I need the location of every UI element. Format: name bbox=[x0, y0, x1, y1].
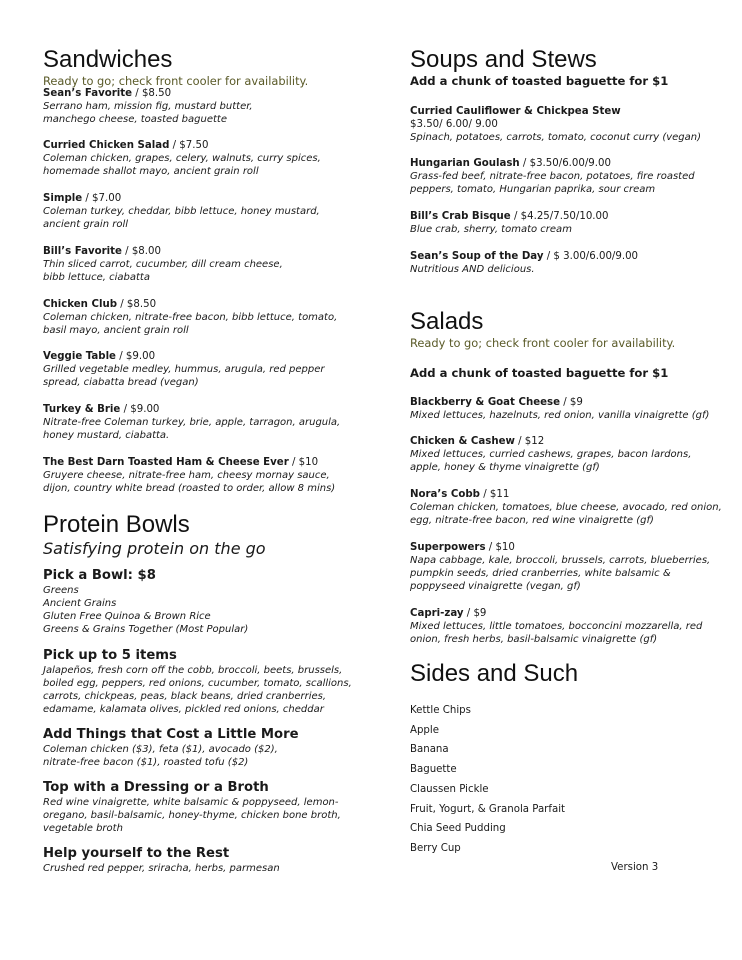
top-with-heading: Top with a Dressing or a Broth bbox=[43, 780, 269, 795]
side-item: Chia Seed Pudding bbox=[410, 823, 506, 834]
sandwich-item bbox=[43, 456, 373, 495]
sandwich-item-header bbox=[43, 87, 373, 100]
salad-item bbox=[410, 541, 730, 593]
sandwich-item-description: ancient grain roll bbox=[43, 219, 128, 230]
salad-item-price: / $9 bbox=[560, 397, 583, 408]
sandwich-item-header bbox=[43, 139, 373, 152]
soup-item-header bbox=[410, 250, 730, 263]
sandwich-item-price: / $7.00 bbox=[82, 193, 122, 204]
soup-item bbox=[410, 157, 730, 196]
pick-items bbox=[43, 648, 373, 716]
sandwich-item-description: dijon, country white bread (roasted to order, allow 8 mins) bbox=[43, 483, 336, 494]
top-with-line: oregano, basil-balsamic, honey-thyme, chicken bone broth, bbox=[43, 810, 341, 821]
salad-item-header bbox=[410, 488, 730, 501]
salad-item-price: / $9 bbox=[463, 608, 487, 619]
salad-item-header bbox=[410, 435, 730, 448]
top-with-line: vegetable broth bbox=[43, 823, 123, 834]
salad-item-name: Capri-zay bbox=[410, 608, 464, 619]
sandwich-item-header bbox=[43, 192, 373, 205]
sandwich-item-name: Turkey & Brie bbox=[43, 404, 121, 415]
sandwich-item-name: Bill’s Favorite bbox=[43, 246, 122, 257]
pick-items-line: carrots, chickpeas, peas, black beans, dried cranberries, bbox=[43, 691, 327, 702]
sandwich-item-name: Sean’s Favorite bbox=[43, 88, 133, 99]
sandwich-item-header bbox=[43, 245, 373, 258]
sandwich-item-name: The Best Darn Toasted Ham & Cheese Ever bbox=[43, 457, 289, 468]
version-label: Version 3 bbox=[611, 862, 659, 873]
salad-item-description: Coleman chicken, tomatoes, blue cheese, avocado, red onion, bbox=[410, 502, 722, 513]
top-with-line: Red wine vinaigrette, white balsamic & poppyseed, lemon- bbox=[43, 797, 339, 808]
sandwich-item-description: homemade shallot mayo, ancient grain roll bbox=[43, 166, 259, 177]
salad-item-price: / $12 bbox=[514, 436, 545, 447]
pick-a-bowl-heading: Pick a Bowl: $8 bbox=[43, 568, 156, 583]
salads-section bbox=[410, 308, 720, 350]
soup-item-description: Spinach, potatoes, carrots, tomato, coconut curry (vegan) bbox=[410, 132, 702, 143]
salad-item bbox=[410, 396, 730, 422]
sandwiches-title: Sandwiches bbox=[43, 46, 173, 73]
soup-item-header bbox=[410, 210, 730, 223]
sandwich-item bbox=[43, 298, 373, 337]
protein-bowls-subtitle: Satisfying protein on the go bbox=[43, 539, 266, 558]
sandwich-item-name: Chicken Club bbox=[43, 299, 117, 310]
soup-item-description: Blue crab, sherry, tomato cream bbox=[410, 224, 572, 235]
salad-item-price: / $10 bbox=[485, 542, 515, 553]
soup-item-name: Hungarian Goulash bbox=[410, 158, 520, 169]
soups-title: Soups and Stews bbox=[410, 46, 597, 73]
protein-bowls-title: Protein Bowls bbox=[43, 511, 190, 538]
sandwich-item-description: spread, ciabatta bread (vegan) bbox=[43, 377, 199, 388]
soup-item bbox=[410, 105, 730, 144]
sandwich-item-name: Veggie Table bbox=[43, 351, 116, 362]
side-item: Berry Cup bbox=[410, 843, 461, 854]
salad-item-description: egg, nitrate-free bacon, red wine vinaigrette (gf) bbox=[410, 515, 654, 526]
sandwich-item-header bbox=[43, 403, 373, 416]
sides-section bbox=[410, 660, 720, 688]
sandwich-item-price: / $9.00 bbox=[115, 351, 156, 362]
sandwich-item bbox=[43, 350, 373, 389]
salad-item-header bbox=[410, 541, 730, 554]
salads-subhead: Add a chunk of toasted baguette for $1 bbox=[410, 366, 669, 380]
soup-item-name: Sean’s Soup of the Day bbox=[410, 251, 544, 262]
sandwich-item-price: / $8.50 bbox=[132, 88, 172, 99]
salad-item-description: Napa cabbage, kale, broccoli, brussels, carrots, blueberries, bbox=[410, 555, 711, 566]
sandwich-item-description: Coleman chicken, grapes, celery, walnuts, curry spices, bbox=[43, 153, 321, 164]
side-item: Claussen Pickle bbox=[410, 784, 489, 795]
soup-item-header bbox=[410, 157, 730, 170]
sandwich-item-description: Gruyere cheese, nitrate-free ham, cheesy mornay sauce, bbox=[43, 470, 330, 481]
sandwich-item bbox=[43, 403, 373, 442]
salad-item-description: Mixed lettuces, little tomatoes, bocconcini mozzarella, red bbox=[410, 621, 703, 632]
salad-item-header bbox=[410, 607, 730, 620]
sandwich-item-header bbox=[43, 456, 373, 469]
salad-item-name: Superpowers bbox=[410, 542, 486, 553]
add-things-heading: Add Things that Cost a Little More bbox=[43, 727, 299, 742]
sandwich-item-description: Coleman turkey, cheddar, bibb lettuce, honey mustard, bbox=[43, 206, 320, 217]
sandwich-item-description: Coleman chicken, nitrate-free bacon, bibb lettuce, tomato, bbox=[43, 312, 338, 323]
soup-item-name: Curried Cauliflower & Chickpea Stew bbox=[410, 106, 621, 117]
top-with bbox=[43, 780, 373, 835]
pick-items-line: Jalapeños, fresh corn off the cobb, broccoli, beets, brussels, bbox=[43, 665, 343, 676]
pick-a-bowl-line: Greens & Grains Together (Most Popular) bbox=[43, 624, 249, 635]
sandwich-item bbox=[43, 245, 373, 284]
sandwich-item-description: manchego cheese, toasted baguette bbox=[43, 114, 227, 125]
soup-item-description: Grass-fed beef, nitrate-free bacon, potatoes, fire roasted bbox=[410, 171, 695, 182]
side-item: Kettle Chips bbox=[410, 705, 471, 716]
soup-item bbox=[410, 250, 730, 276]
soup-item-price: / $4.25/7.50/10.00 bbox=[510, 211, 609, 222]
salads-subhead-wrap bbox=[410, 366, 720, 381]
soup-item-price: / $ 3.00/6.00/9.00 bbox=[543, 251, 639, 262]
soup-item-description: peppers, tomato, Hungarian paprika, sour cream bbox=[410, 184, 656, 195]
sandwich-item bbox=[43, 139, 373, 178]
pick-a-bowl-line: Greens bbox=[43, 585, 79, 596]
help-yourself-heading: Help yourself to the Rest bbox=[43, 846, 230, 861]
sandwiches-section bbox=[43, 46, 308, 88]
help-yourself-line: Crushed red pepper, sriracha, herbs, parmesan bbox=[43, 863, 280, 874]
salad-item-name: Blackberry & Goat Cheese bbox=[410, 397, 560, 408]
soup-item-price: / $3.50/6.00/9.00 bbox=[519, 158, 611, 169]
sandwich-item-price: / $10 bbox=[288, 457, 319, 468]
sandwich-item-description: Serrano ham, mission fig, mustard butter, bbox=[43, 101, 253, 112]
salads-title: Salads bbox=[410, 308, 484, 335]
salad-item-description: onion, fresh herbs, basil-balsamic vinaigrette (gf) bbox=[410, 634, 658, 645]
pick-items-line: edamame, kalamata olives, pickled red onions, cheddar bbox=[43, 704, 324, 715]
add-things bbox=[43, 727, 373, 769]
protein-bowls-section bbox=[43, 511, 373, 559]
pick-a-bowl bbox=[43, 568, 373, 636]
soup-item-description: Nutritious AND delicious. bbox=[410, 264, 535, 275]
pick-items-line: boiled egg, peppers, red onions, cucumber, tomato, scallions, bbox=[43, 678, 352, 689]
side-item: Banana bbox=[410, 744, 449, 755]
sandwich-item-description: basil mayo, ancient grain roll bbox=[43, 325, 189, 336]
sandwich-item-description: honey mustard, ciabatta. bbox=[43, 430, 170, 441]
soup-item-header bbox=[410, 105, 730, 118]
sandwich-item bbox=[43, 192, 373, 231]
pick-items-heading: Pick up to 5 items bbox=[43, 648, 177, 663]
sandwich-item-description: bibb lettuce, ciabatta bbox=[43, 272, 150, 283]
salad-item-price: / $11 bbox=[479, 489, 510, 500]
sandwich-item-price: / $8.50 bbox=[116, 299, 157, 310]
soups-section bbox=[410, 46, 720, 89]
sides-title: Sides and Such bbox=[410, 660, 579, 687]
sandwich-item-price: / $7.50 bbox=[169, 140, 209, 151]
salad-item bbox=[410, 435, 730, 474]
side-item: Baguette bbox=[410, 764, 457, 775]
salad-item-name: Nora’s Cobb bbox=[410, 489, 480, 500]
sandwich-item-description: Nitrate-free Coleman turkey, brie, apple, tarragon, arugula, bbox=[43, 417, 341, 428]
salad-item bbox=[410, 488, 730, 527]
add-things-line: nitrate-free bacon ($1), roasted tofu ($2) bbox=[43, 757, 249, 768]
side-item: Fruit, Yogurt, & Granola Parfait bbox=[410, 804, 566, 815]
pick-a-bowl-line: Gluten Free Quinoa & Brown Rice bbox=[43, 611, 211, 622]
salad-item-description: pumpkin seeds, dried cranberries, white balsamic & bbox=[410, 568, 671, 579]
sandwich-item-description: Grilled vegetable medley, hummus, arugula, red pepper bbox=[43, 364, 325, 375]
sandwich-item bbox=[43, 87, 373, 126]
salad-item-description: Mixed lettuces, hazelnuts, red onion, vanilla vinaigrette (gf) bbox=[410, 410, 710, 421]
soup-item bbox=[410, 210, 730, 236]
salad-item-description: poppyseed vinaigrette (vegan, gf) bbox=[410, 581, 581, 592]
sandwich-item-name: Curried Chicken Salad bbox=[43, 140, 170, 151]
add-things-line: Coleman chicken ($3), feta ($1), avocado ($2), bbox=[43, 744, 278, 755]
sandwich-item-header bbox=[43, 350, 373, 363]
salad-item-description: Mixed lettuces, curried cashews, grapes, bacon lardons, bbox=[410, 449, 692, 460]
side-item: Apple bbox=[410, 725, 440, 736]
salad-item-name: Chicken & Cashew bbox=[410, 436, 515, 447]
salad-item-header bbox=[410, 396, 730, 409]
sandwich-item-price: / $8.00 bbox=[121, 246, 161, 257]
sandwich-item-price: / $9.00 bbox=[120, 404, 160, 415]
soups-note: Add a chunk of toasted baguette for $1 bbox=[410, 74, 669, 88]
soup-item-name: Bill’s Crab Bisque bbox=[410, 211, 511, 222]
soup-item-price-line: $3.50/ 6.00/ 9.00 bbox=[410, 119, 498, 130]
help-yourself bbox=[43, 846, 373, 875]
salad-item bbox=[410, 607, 730, 646]
sandwich-item-header bbox=[43, 298, 373, 311]
salad-item-description: apple, honey & thyme vinaigrette (gf) bbox=[410, 462, 600, 473]
sandwich-item-description: Thin sliced carrot, cucumber, dill cream cheese, bbox=[43, 259, 283, 270]
salads-note: Ready to go; check front cooler for availability. bbox=[410, 336, 676, 350]
sandwich-item-name: Simple bbox=[43, 193, 83, 204]
sandwiches-note: Ready to go; check front cooler for availability. bbox=[43, 74, 309, 88]
pick-a-bowl-line: Ancient Grains bbox=[43, 598, 117, 609]
